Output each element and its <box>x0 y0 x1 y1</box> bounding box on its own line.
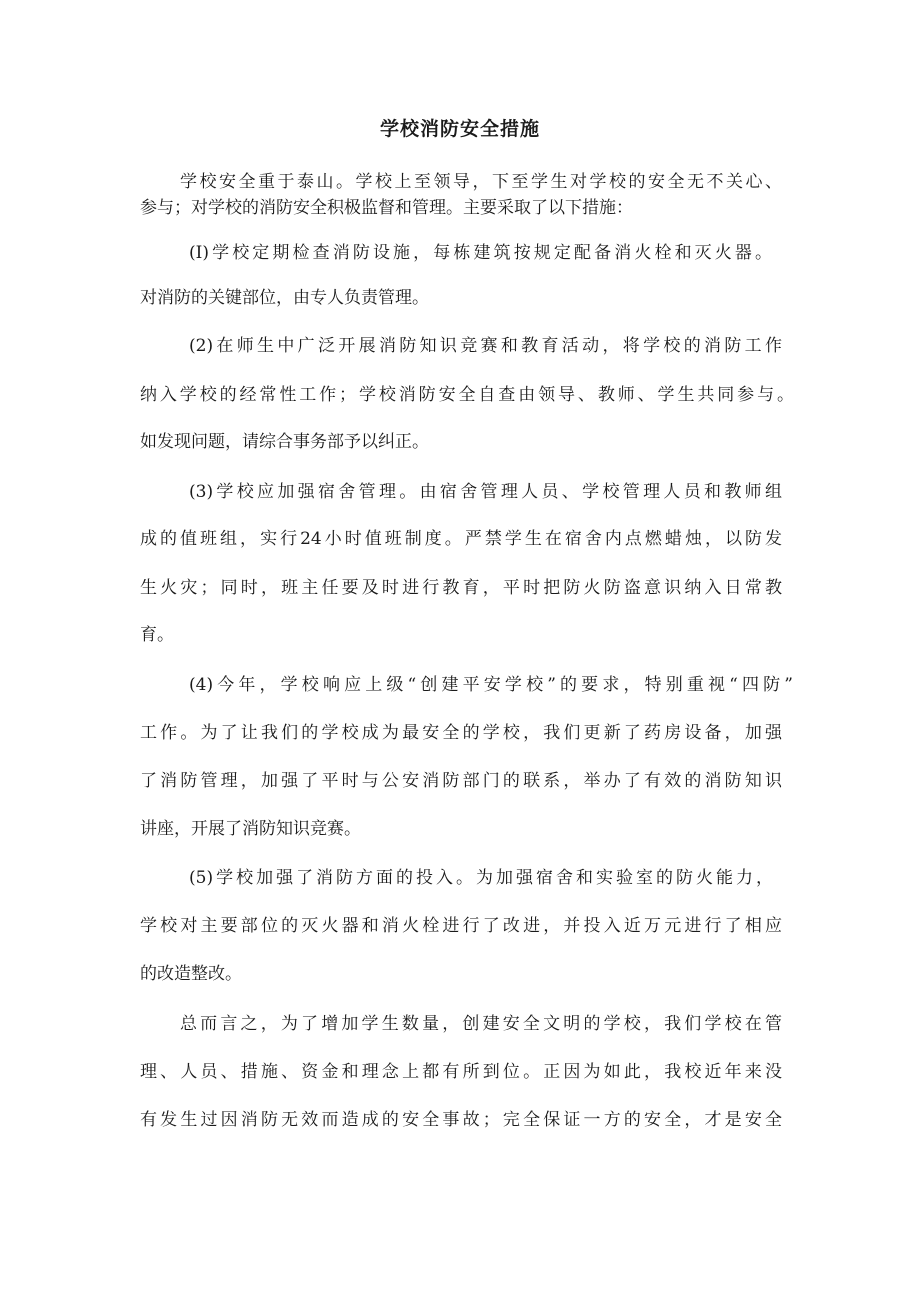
intro-line-1: 学校安全重于泰山。学校上至领导，下至学生对学校的安全无不关心、 <box>180 172 782 192</box>
conclusion-line-2: 理、人员、措施、资金和理念上都有所到位。正因为如此，我校近年来没 <box>140 1062 782 1082</box>
item-5-line-2: 学校对主要部位的灭火器和消火栓进行了改进，并投入近万元进行了相应 <box>140 916 782 936</box>
item-3-line-3: 生火灾；同时，班主任要及时进行教育，平时把防火防盗意识纳入日常教 <box>140 578 782 598</box>
item-1-line-1: (I)学校定期检查消防设施，每栋建筑按规定配备消火栓和灭火器。 <box>189 243 772 263</box>
item-4-line-2: 工作。为了让我们的学校成为最安全的学校，我们更新了药房设备，加强 <box>140 723 782 743</box>
item-5-line-1: (5)学校加强了消防方面的投入。为加强宿舍和实验室的防火能力， <box>189 868 773 888</box>
conclusion-line-1: 总而言之，为了增加学生数量，创建安全文明的学校，我们学校在管 <box>180 1014 782 1034</box>
item-4-line-4: 讲座，开展了消防知识竞赛。 <box>140 819 361 839</box>
item-3-line-2: 成的值班组，实行24小时值班制度。严禁学生在宿舍内点燃蜡烛，以防发 <box>140 529 782 549</box>
document-title: 学校消防安全措施 <box>379 118 540 140</box>
item-3-line-4: 育。 <box>140 625 174 645</box>
conclusion-line-3: 有发生过因消防无效而造成的安全事故；完全保证一方的安全，才是安全 <box>140 1110 782 1130</box>
item-5-line-3: 的改造整改。 <box>140 964 242 984</box>
item-3-line-1: (3)学校应加强宿舍管理。由宿舍管理人员、学校管理人员和教师组 <box>189 482 782 502</box>
intro-line-2: 参与；对学校的消防安全积极监督和管理。主要采取了以下措施： <box>140 198 633 218</box>
item-4-line-1: (4)今年，学校响应上级“创建平安学校”的要求，特别重视“四防” <box>189 675 793 695</box>
item-1-line-2: 对消防的关键部位，由专人负责管理。 <box>140 288 429 308</box>
item-4-line-3: 了消防管理，加强了平时与公安消防部门的联系，举办了有效的消防知识 <box>140 771 782 791</box>
item-2-line-3: 如发现问题，请综合事务部予以纠正。 <box>140 432 429 452</box>
item-2-line-1: (2)在师生中广泛开展消防知识竞赛和教育活动，将学校的消防工作 <box>189 336 782 356</box>
item-2-line-2: 纳入学校的经常性工作；学校消防安全自查由领导、教师、学生共同参与。 <box>140 385 794 405</box>
